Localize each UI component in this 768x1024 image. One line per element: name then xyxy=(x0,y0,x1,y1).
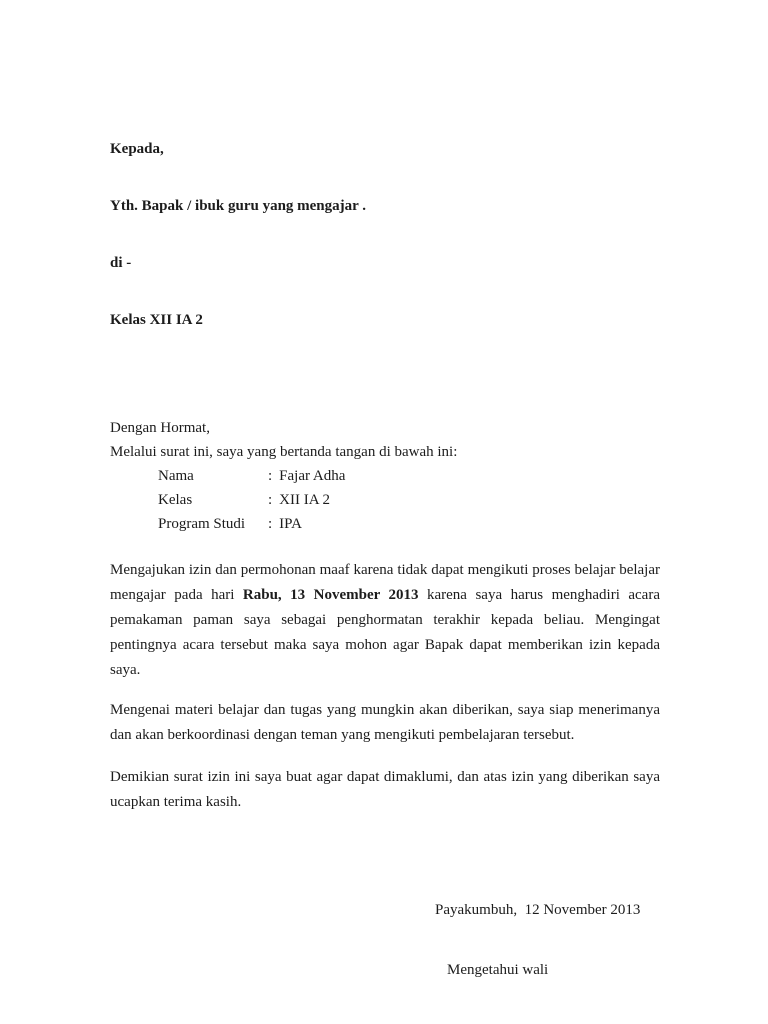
paragraph-text: Mengajukan izin dan permohonan maaf karena tidak dapat mengikuti proses belajar belajar mengajar pada hari xyxy=(110,562,660,603)
recipient-line-kelas: Kelas XII IA 2 xyxy=(110,312,203,328)
closing-place-date: Payakumbuh, 12 November 2013 xyxy=(435,902,641,918)
recipient-line-yth: Yth. Bapak / ibuk guru yang mengajar . xyxy=(110,198,367,214)
closing-block xyxy=(435,860,660,1020)
body-paragraph-closing-statement: Demikian surat izin ini saya buat agar dapat dimaklumi, dan atas izin yang diberikan saya ucapkan terima kasih. xyxy=(110,769,660,810)
identity-label: Kelas xyxy=(158,492,193,508)
bold-date: Rabu, 13 November 2013 xyxy=(242,587,419,603)
salutation: Dengan Hormat, xyxy=(110,420,210,436)
body-paragraph-request xyxy=(110,558,660,683)
identity-row-kelas xyxy=(110,488,660,512)
identity-separator: : xyxy=(268,492,273,508)
recipient-line-kepada: Kepada, xyxy=(110,141,164,157)
identity-value: XII IA 2 xyxy=(279,492,330,508)
identity-value: IPA xyxy=(279,516,302,532)
intro-line: Melalui surat ini, saya yang bertanda tangan di bawah ini: xyxy=(110,444,458,460)
closing-signatory: Mengetahui wali xyxy=(447,962,549,978)
identity-separator: : xyxy=(268,516,273,532)
identity-row-nama xyxy=(110,464,660,488)
letter-content xyxy=(110,0,660,1020)
body-paragraph-materials: Mengenai materi belajar dan tugas yang mungkin akan diberikan, saya siap menerimanya dan akan berkoordinasi dengan teman yang mengikuti pembelajaran tersebut. xyxy=(110,702,660,743)
recipient-block xyxy=(110,102,660,368)
identity-table xyxy=(110,464,660,536)
identity-row-program-studi xyxy=(110,512,660,536)
recipient-line-di: di - xyxy=(110,255,132,271)
identity-label: Nama xyxy=(158,468,194,484)
identity-separator: : xyxy=(268,468,273,484)
opening-block xyxy=(110,416,660,536)
paragraph-text: karena saya harus menghadiri acara pemakaman paman saya sebagai penghormatan terakhir kepada beliau. Mengingat pentingnya acara tersebut maka saya mohon agar Bapak dapat memberikan izin kepada saya. xyxy=(110,587,660,678)
identity-value: Fajar Adha xyxy=(279,468,346,484)
identity-label: Program Studi xyxy=(158,516,246,532)
